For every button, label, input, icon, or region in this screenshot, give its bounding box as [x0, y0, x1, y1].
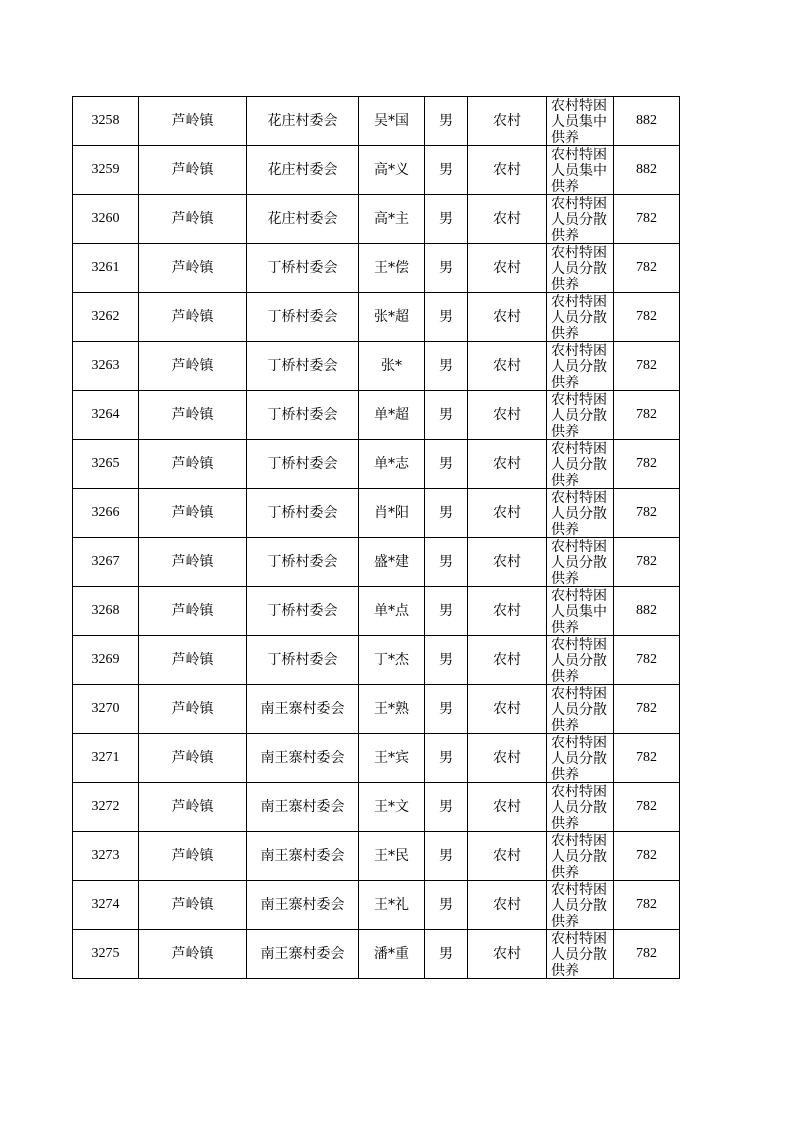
cell-person-name: 吴*国 [359, 97, 425, 146]
cell-gender: 男 [425, 391, 468, 440]
cell-area-type: 农村 [468, 881, 547, 930]
cell-person-name: 盛*建 [359, 538, 425, 587]
cell-support-type [547, 734, 614, 783]
cell-support-type [547, 685, 614, 734]
table-row [73, 244, 680, 293]
cell-serial-number: 3268 [73, 587, 139, 636]
cell-village-committee: 丁桥村委会 [247, 636, 359, 685]
support-type-text: 农村特困人员集中供养 [551, 588, 607, 634]
support-type-text: 农村特困人员分散供养 [551, 343, 607, 389]
table-row [73, 538, 680, 587]
cell-gender: 男 [425, 685, 468, 734]
cell-serial-number: 3258 [73, 97, 139, 146]
support-type-text: 农村特困人员分散供养 [551, 882, 607, 928]
cell-area-type: 农村 [468, 244, 547, 293]
cell-serial-number: 3259 [73, 146, 139, 195]
cell-amount: 782 [614, 783, 680, 832]
cell-area-type: 农村 [468, 587, 547, 636]
cell-gender: 男 [425, 538, 468, 587]
cell-village-committee: 丁桥村委会 [247, 342, 359, 391]
cell-village-committee: 丁桥村委会 [247, 293, 359, 342]
cell-gender: 男 [425, 195, 468, 244]
cell-support-type [547, 881, 614, 930]
cell-village-committee: 丁桥村委会 [247, 391, 359, 440]
cell-area-type: 农村 [468, 783, 547, 832]
cell-support-type [547, 391, 614, 440]
support-type-text: 农村特困人员分散供养 [551, 833, 607, 879]
cell-area-type: 农村 [468, 440, 547, 489]
cell-person-name: 单*点 [359, 587, 425, 636]
cell-village-committee: 丁桥村委会 [247, 587, 359, 636]
cell-gender: 男 [425, 832, 468, 881]
cell-town: 芦岭镇 [139, 244, 247, 293]
cell-town: 芦岭镇 [139, 734, 247, 783]
table-row [73, 440, 680, 489]
table-row [73, 489, 680, 538]
cell-area-type: 农村 [468, 342, 547, 391]
cell-gender: 男 [425, 734, 468, 783]
cell-amount: 882 [614, 587, 680, 636]
cell-person-name: 张*超 [359, 293, 425, 342]
table-row [73, 97, 680, 146]
cell-amount: 782 [614, 930, 680, 979]
cell-gender: 男 [425, 489, 468, 538]
cell-area-type: 农村 [468, 391, 547, 440]
cell-person-name: 高*义 [359, 146, 425, 195]
cell-support-type [547, 293, 614, 342]
table-row [73, 587, 680, 636]
cell-town: 芦岭镇 [139, 832, 247, 881]
support-type-text: 农村特困人员分散供养 [551, 539, 607, 585]
support-type-text: 农村特困人员分散供养 [551, 245, 607, 291]
cell-area-type: 农村 [468, 538, 547, 587]
cell-town: 芦岭镇 [139, 391, 247, 440]
cell-town: 芦岭镇 [139, 685, 247, 734]
cell-support-type [547, 832, 614, 881]
cell-person-name: 张* [359, 342, 425, 391]
cell-person-name: 王*宾 [359, 734, 425, 783]
cell-village-committee: 南王寨村委会 [247, 783, 359, 832]
support-type-text: 农村特困人员分散供养 [551, 686, 607, 732]
table-row [73, 734, 680, 783]
cell-person-name: 王*民 [359, 832, 425, 881]
support-type-text: 农村特困人员分散供养 [551, 196, 607, 242]
cell-support-type [547, 489, 614, 538]
cell-serial-number: 3263 [73, 342, 139, 391]
cell-person-name: 丁*杰 [359, 636, 425, 685]
table-body [73, 97, 680, 979]
cell-support-type [547, 97, 614, 146]
cell-village-committee: 南王寨村委会 [247, 685, 359, 734]
cell-serial-number: 3272 [73, 783, 139, 832]
table-row [73, 881, 680, 930]
cell-amount: 782 [614, 293, 680, 342]
cell-town: 芦岭镇 [139, 440, 247, 489]
cell-support-type [547, 538, 614, 587]
cell-support-type [547, 783, 614, 832]
cell-serial-number: 3262 [73, 293, 139, 342]
cell-gender: 男 [425, 930, 468, 979]
table-row [73, 195, 680, 244]
cell-serial-number: 3261 [73, 244, 139, 293]
cell-village-committee: 花庄村委会 [247, 97, 359, 146]
cell-support-type [547, 440, 614, 489]
cell-amount: 782 [614, 244, 680, 293]
support-type-text: 农村特困人员分散供养 [551, 490, 607, 536]
table-row [73, 832, 680, 881]
data-table [72, 96, 680, 979]
cell-area-type: 农村 [468, 195, 547, 244]
cell-gender: 男 [425, 587, 468, 636]
support-type-text: 农村特困人员分散供养 [551, 735, 607, 781]
cell-amount: 782 [614, 881, 680, 930]
cell-support-type [547, 587, 614, 636]
support-type-text: 农村特困人员分散供养 [551, 784, 607, 830]
support-type-text: 农村特困人员分散供养 [551, 294, 607, 340]
cell-support-type [547, 636, 614, 685]
cell-town: 芦岭镇 [139, 97, 247, 146]
cell-amount: 782 [614, 342, 680, 391]
cell-village-committee: 南王寨村委会 [247, 832, 359, 881]
cell-support-type [547, 930, 614, 979]
cell-serial-number: 3270 [73, 685, 139, 734]
table-row [73, 146, 680, 195]
cell-serial-number: 3271 [73, 734, 139, 783]
cell-support-type [547, 244, 614, 293]
cell-town: 芦岭镇 [139, 587, 247, 636]
support-type-text: 农村特困人员集中供养 [551, 98, 607, 144]
cell-person-name: 王*文 [359, 783, 425, 832]
cell-serial-number: 3260 [73, 195, 139, 244]
cell-amount: 782 [614, 538, 680, 587]
cell-gender: 男 [425, 783, 468, 832]
cell-gender: 男 [425, 97, 468, 146]
cell-support-type [547, 342, 614, 391]
support-type-text: 农村特困人员分散供养 [551, 392, 607, 438]
support-type-text: 农村特困人员集中供养 [551, 147, 607, 193]
cell-gender: 男 [425, 440, 468, 489]
cell-town: 芦岭镇 [139, 293, 247, 342]
cell-town: 芦岭镇 [139, 881, 247, 930]
cell-amount: 782 [614, 440, 680, 489]
cell-area-type: 农村 [468, 293, 547, 342]
cell-amount: 882 [614, 97, 680, 146]
cell-person-name: 王*偿 [359, 244, 425, 293]
cell-serial-number: 3269 [73, 636, 139, 685]
cell-amount: 782 [614, 832, 680, 881]
cell-town: 芦岭镇 [139, 930, 247, 979]
cell-village-committee: 丁桥村委会 [247, 489, 359, 538]
cell-amount: 782 [614, 195, 680, 244]
cell-village-committee: 丁桥村委会 [247, 440, 359, 489]
cell-village-committee: 丁桥村委会 [247, 244, 359, 293]
cell-person-name: 王*礼 [359, 881, 425, 930]
cell-area-type: 农村 [468, 97, 547, 146]
table-row [73, 342, 680, 391]
cell-serial-number: 3266 [73, 489, 139, 538]
cell-town: 芦岭镇 [139, 783, 247, 832]
table-row [73, 636, 680, 685]
cell-town: 芦岭镇 [139, 538, 247, 587]
cell-town: 芦岭镇 [139, 636, 247, 685]
cell-area-type: 农村 [468, 832, 547, 881]
cell-amount: 782 [614, 636, 680, 685]
cell-area-type: 农村 [468, 489, 547, 538]
cell-village-committee: 花庄村委会 [247, 195, 359, 244]
support-type-text: 农村特困人员分散供养 [551, 441, 607, 487]
cell-town: 芦岭镇 [139, 195, 247, 244]
table-row [73, 783, 680, 832]
cell-person-name: 单*志 [359, 440, 425, 489]
cell-person-name: 肖*阳 [359, 489, 425, 538]
cell-area-type: 农村 [468, 734, 547, 783]
cell-gender: 男 [425, 244, 468, 293]
cell-person-name: 单*超 [359, 391, 425, 440]
cell-support-type [547, 195, 614, 244]
cell-serial-number: 3267 [73, 538, 139, 587]
cell-town: 芦岭镇 [139, 489, 247, 538]
cell-support-type [547, 146, 614, 195]
table-row [73, 930, 680, 979]
cell-gender: 男 [425, 881, 468, 930]
cell-gender: 男 [425, 293, 468, 342]
cell-area-type: 农村 [468, 146, 547, 195]
cell-person-name: 高*主 [359, 195, 425, 244]
cell-serial-number: 3264 [73, 391, 139, 440]
table-row [73, 391, 680, 440]
cell-village-committee: 花庄村委会 [247, 146, 359, 195]
cell-amount: 782 [614, 685, 680, 734]
cell-amount: 782 [614, 734, 680, 783]
cell-gender: 男 [425, 636, 468, 685]
cell-gender: 男 [425, 342, 468, 391]
cell-serial-number: 3265 [73, 440, 139, 489]
cell-person-name: 王*熟 [359, 685, 425, 734]
cell-amount: 882 [614, 146, 680, 195]
cell-town: 芦岭镇 [139, 146, 247, 195]
cell-area-type: 农村 [468, 636, 547, 685]
support-type-text: 农村特困人员分散供养 [551, 637, 607, 683]
cell-person-name: 潘*重 [359, 930, 425, 979]
cell-area-type: 农村 [468, 685, 547, 734]
cell-area-type: 农村 [468, 930, 547, 979]
support-type-text: 农村特困人员分散供养 [551, 931, 607, 977]
table-row [73, 685, 680, 734]
cell-town: 芦岭镇 [139, 342, 247, 391]
cell-amount: 782 [614, 489, 680, 538]
cell-gender: 男 [425, 146, 468, 195]
cell-village-committee: 丁桥村委会 [247, 538, 359, 587]
cell-serial-number: 3273 [73, 832, 139, 881]
cell-village-committee: 南王寨村委会 [247, 930, 359, 979]
cell-amount: 782 [614, 391, 680, 440]
cell-village-committee: 南王寨村委会 [247, 881, 359, 930]
table-row [73, 293, 680, 342]
cell-serial-number: 3274 [73, 881, 139, 930]
cell-village-committee: 南王寨村委会 [247, 734, 359, 783]
cell-serial-number: 3275 [73, 930, 139, 979]
